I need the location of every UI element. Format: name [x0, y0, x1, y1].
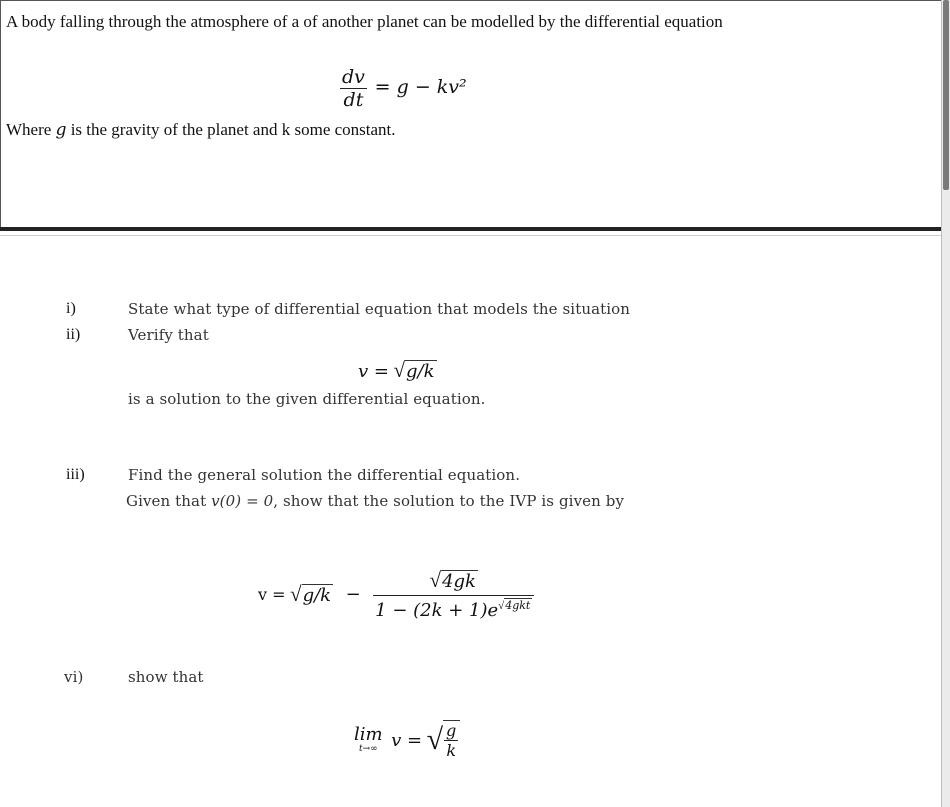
ivp-numerator-radicand: 4gk: [442, 571, 476, 592]
equilibrium-radicand: g/k: [406, 361, 435, 382]
limit-subscript: t→∞: [358, 744, 378, 754]
ode-equation: [340, 66, 467, 111]
item-ii-text: Verify that: [128, 326, 209, 344]
ode-rhs: = g − kv²: [374, 75, 467, 98]
ivp-radicand: g/k: [302, 585, 332, 606]
ivp-minus: −: [345, 584, 361, 605]
item-iii-text2: [126, 492, 624, 510]
ivp-fraction-numerator: [373, 568, 534, 595]
top-border: [0, 0, 941, 1]
limit-equation: [354, 720, 460, 760]
where-prefix: Where: [6, 120, 56, 139]
item-vi-label: vi): [64, 668, 84, 686]
intro-text: A body falling through the atmosphere of a of another planet can be modelled by the differential equation: [6, 12, 723, 31]
limit-numerator: g: [446, 721, 457, 740]
section-divider-gap: [0, 231, 941, 236]
limit-fraction: [443, 720, 460, 760]
ivp-prefix: Given that: [126, 492, 212, 510]
limit-sqrt: [426, 721, 461, 760]
item-vi-text: show that: [128, 668, 204, 686]
item-iii-label: iii): [66, 466, 85, 483]
item-ii-label: ii): [66, 326, 81, 343]
gravity-symbol: g: [55, 120, 67, 140]
limit-word: lim: [354, 724, 383, 745]
ivp-exponent: [498, 600, 532, 612]
ivp-suffix: , show that the solution to the IVP is given by: [273, 492, 625, 510]
ivp-denominator-base: 1 − (2k + 1)e: [375, 600, 499, 621]
ivp-solution-equation: [258, 568, 534, 621]
sqrt-sign: √: [426, 723, 444, 756]
ivp-fraction-denominator: [373, 595, 534, 621]
ivp-fraction: [373, 568, 534, 621]
item-i-label: i): [66, 300, 76, 317]
derivative-numerator: dv: [342, 66, 365, 88]
ivp-condition: v(0) = 0: [211, 492, 274, 510]
item-iii-text: Find the general solution the differential equation.: [128, 466, 521, 484]
sqrt-sign: √: [290, 582, 302, 606]
limit-denominator: k: [444, 740, 458, 760]
ivp-lhs: v =: [258, 585, 286, 604]
where-suffix: is the gravity of the planet and k some constant.: [66, 120, 396, 139]
where-text: [6, 120, 396, 140]
limit-lhs: v =: [391, 729, 423, 751]
sqrt-sign: √: [498, 600, 505, 612]
ivp-exponent-radicand: 4gkt: [505, 599, 531, 612]
left-border: [0, 0, 1, 230]
limit-operator: [354, 726, 383, 754]
sqrt-sign: √: [393, 358, 406, 382]
derivative-fraction: [340, 66, 367, 111]
derivative-denominator: dt: [340, 88, 367, 111]
sqrt-sign: √: [429, 568, 442, 592]
item-ii-text2: is a solution to the given differential equation.: [128, 390, 486, 408]
ivp-sqrt: [290, 582, 333, 606]
equilibrium-lhs: v =: [358, 361, 389, 382]
item-i-text: State what type of differential equation that models the situation: [128, 300, 631, 318]
scrollbar-thumb[interactable]: [943, 0, 949, 190]
equilibrium-equation: [358, 358, 437, 383]
